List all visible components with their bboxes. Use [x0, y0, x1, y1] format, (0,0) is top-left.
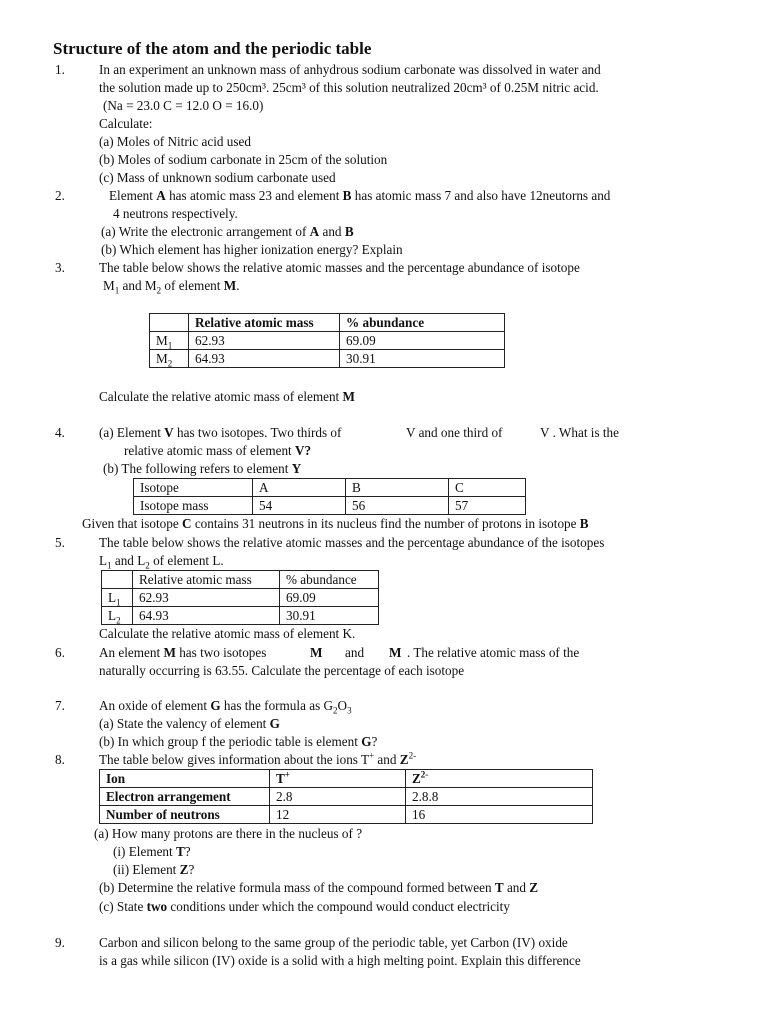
q5-isotope-table	[101, 570, 379, 625]
q2-line1: Element A has atomic mass 23 and element B has atomic mass 7 and also have 12neutorns and	[109, 188, 611, 203]
table-cell: $L_2$	[102, 607, 133, 625]
table-cell: $M_2$	[150, 350, 189, 368]
q3-line2: $M_1$ and $M_2$ of element M.	[103, 278, 240, 296]
table-cell: 16	[406, 806, 593, 824]
q6-line1: An element M has two isotopes	[99, 645, 267, 660]
q6-isotope-m-a: M	[310, 645, 323, 660]
q6-isotope-m-b: M	[389, 645, 402, 660]
q8-ion-table	[99, 769, 593, 824]
table-cell: Ion	[100, 770, 270, 788]
q1-line2: the solution made up to 250cm³. 25cm³ of this solution neutralized 20cm³ of 0.25M nitric acid.	[99, 80, 599, 95]
q6-line2: naturally occurring is 63.55. Calculate the percentage of each isotope	[99, 663, 465, 678]
table-header-cell: % abundance	[340, 314, 505, 332]
q9-line1: Carbon and silicon belong to the same group of the periodic table, yet Carbon (IV) oxide	[99, 935, 568, 950]
table-cell: 62.93	[189, 332, 340, 350]
question-5-number: 5.	[55, 535, 65, 550]
q7-part-b: (b) In which group f the periodic table is element G?	[99, 734, 378, 749]
table-header-cell	[150, 314, 189, 332]
table-header-cell	[102, 571, 133, 589]
q4-line1-end: V . What is the	[540, 425, 619, 440]
table-header-row	[150, 314, 505, 332]
question-8-number: 8.	[55, 752, 65, 767]
table-row	[102, 607, 379, 625]
table-cell: $L_1$	[102, 589, 133, 607]
table-cell: 57	[449, 497, 526, 515]
table-cell: 54	[253, 497, 346, 515]
q1-line1: In an experiment an unknown mass of anhydrous sodium carbonate was dissolved in water and	[99, 62, 601, 77]
table-row	[134, 479, 526, 497]
q7-line1: An oxide of element G has the formula as $G_2O_3$	[99, 698, 352, 716]
q4-line2: relative atomic mass of element V?	[124, 443, 312, 458]
table-cell: 2.8	[270, 788, 406, 806]
q4-part-b: (b) The following refers to element Y	[103, 461, 302, 476]
question-7-number: 7.	[55, 698, 65, 713]
question-1-number: 1.	[55, 62, 65, 77]
page-title: Structure of the atom and the periodic table	[53, 39, 372, 58]
q2-part-a: (a) Write the electronic arrangement of A and B	[101, 224, 354, 239]
q2-part-b: (b) Which element has higher ionization energy? Explain	[101, 242, 403, 257]
q3-isotope-table	[149, 313, 505, 368]
q1-part-c: (c) Mass of unknown sodium carbonate used	[99, 170, 336, 185]
table-cell: $M_1$	[150, 332, 189, 350]
q6-and: and	[345, 645, 365, 660]
table-cell: 12	[270, 806, 406, 824]
table-row	[100, 806, 593, 824]
q4-line1-mid: V and one third of	[406, 425, 503, 440]
table-cell: $Z^{2-}$	[406, 770, 593, 788]
q6-line1-end: . The relative atomic mass of the	[407, 645, 580, 660]
table-cell: 69.09	[340, 332, 505, 350]
q1-atomic-masses: (Na = 23.0 C = 12.0 O = 16.0)	[103, 98, 264, 113]
table-cell: A	[253, 479, 346, 497]
table-cell: 2.8.8	[406, 788, 593, 806]
table-cell: 56	[346, 497, 449, 515]
question-6-number: 6.	[55, 645, 65, 660]
table-cell: Electron arrangement	[100, 788, 270, 806]
question-4-number: 4.	[55, 425, 65, 440]
q8-part-a: (a) How many protons are there in the nucleus of ?	[94, 826, 363, 841]
table-row	[102, 589, 379, 607]
table-header-cell: Relative atomic mass	[189, 314, 340, 332]
table-cell: 69.09	[280, 589, 379, 607]
table-row	[134, 497, 526, 515]
question-9-number: 9.	[55, 935, 65, 950]
q3-line1: The table below shows the relative atomic masses and the percentage abundance of isotope	[99, 260, 580, 275]
question-3-number: 3.	[55, 260, 65, 275]
table-cell: Isotope mass	[134, 497, 253, 515]
q8-part-b: (b) Determine the relative formula mass of the compound formed between T and Z	[99, 880, 539, 895]
q8-part-c: (c) State two conditions under which the compound would conduct electricity	[99, 899, 510, 914]
table-cell: 30.91	[280, 607, 379, 625]
q4-line1: (a) Element V has two isotopes. Two thirds of	[99, 425, 342, 440]
q4-given: Given that isotope C contains 31 neutrons in its nucleus find the number of protons in isotope B	[82, 516, 589, 531]
table-cell: Isotope	[134, 479, 253, 497]
q7-part-a: (a) State the valency of element G	[99, 716, 280, 731]
q5-calculate: Calculate the relative atomic mass of element K.	[99, 626, 356, 641]
table-cell: B	[346, 479, 449, 497]
q8-part-a-i: (i) Element T?	[113, 844, 191, 859]
q8-line1: The table below gives information about the ions T+ and $Z^{2-}$	[99, 750, 417, 767]
table-row	[150, 350, 505, 368]
q5-line1: The table below shows the relative atomic masses and the percentage abundance of the isotopes	[99, 535, 605, 550]
question-2-number: 2.	[55, 188, 65, 203]
table-cell: T+	[270, 770, 406, 788]
table-cell: 30.91	[340, 350, 505, 368]
table-header-cell: % abundance	[280, 571, 379, 589]
q2-line2: 4 neutrons respectively.	[113, 206, 238, 221]
table-row	[100, 788, 593, 806]
q1-part-b: (b) Moles of sodium carbonate in 25cm of the solution	[99, 152, 388, 167]
q8-part-a-ii: (ii) Element Z?	[113, 862, 195, 877]
table-header-row	[102, 571, 379, 589]
table-header-cell: Relative atomic mass	[133, 571, 280, 589]
table-cell: 62.93	[133, 589, 280, 607]
q9-line2: is a gas while silicon (IV) oxide is a solid with a high melting point. Explain this difference	[99, 953, 581, 968]
table-cell: 64.93	[133, 607, 280, 625]
q4-isotope-table	[133, 478, 526, 515]
q5-line2: $L_1$ and $L_2$ of element L.	[99, 553, 224, 571]
q3-calculate: Calculate the relative atomic mass of element M	[99, 389, 355, 404]
q1-part-a: (a) Moles of Nitric acid used	[99, 134, 251, 149]
table-row	[100, 770, 593, 788]
table-row	[150, 332, 505, 350]
q1-calculate: Calculate:	[99, 116, 153, 131]
table-cell: Number of neutrons	[100, 806, 270, 824]
table-cell: C	[449, 479, 526, 497]
table-cell: 64.93	[189, 350, 340, 368]
